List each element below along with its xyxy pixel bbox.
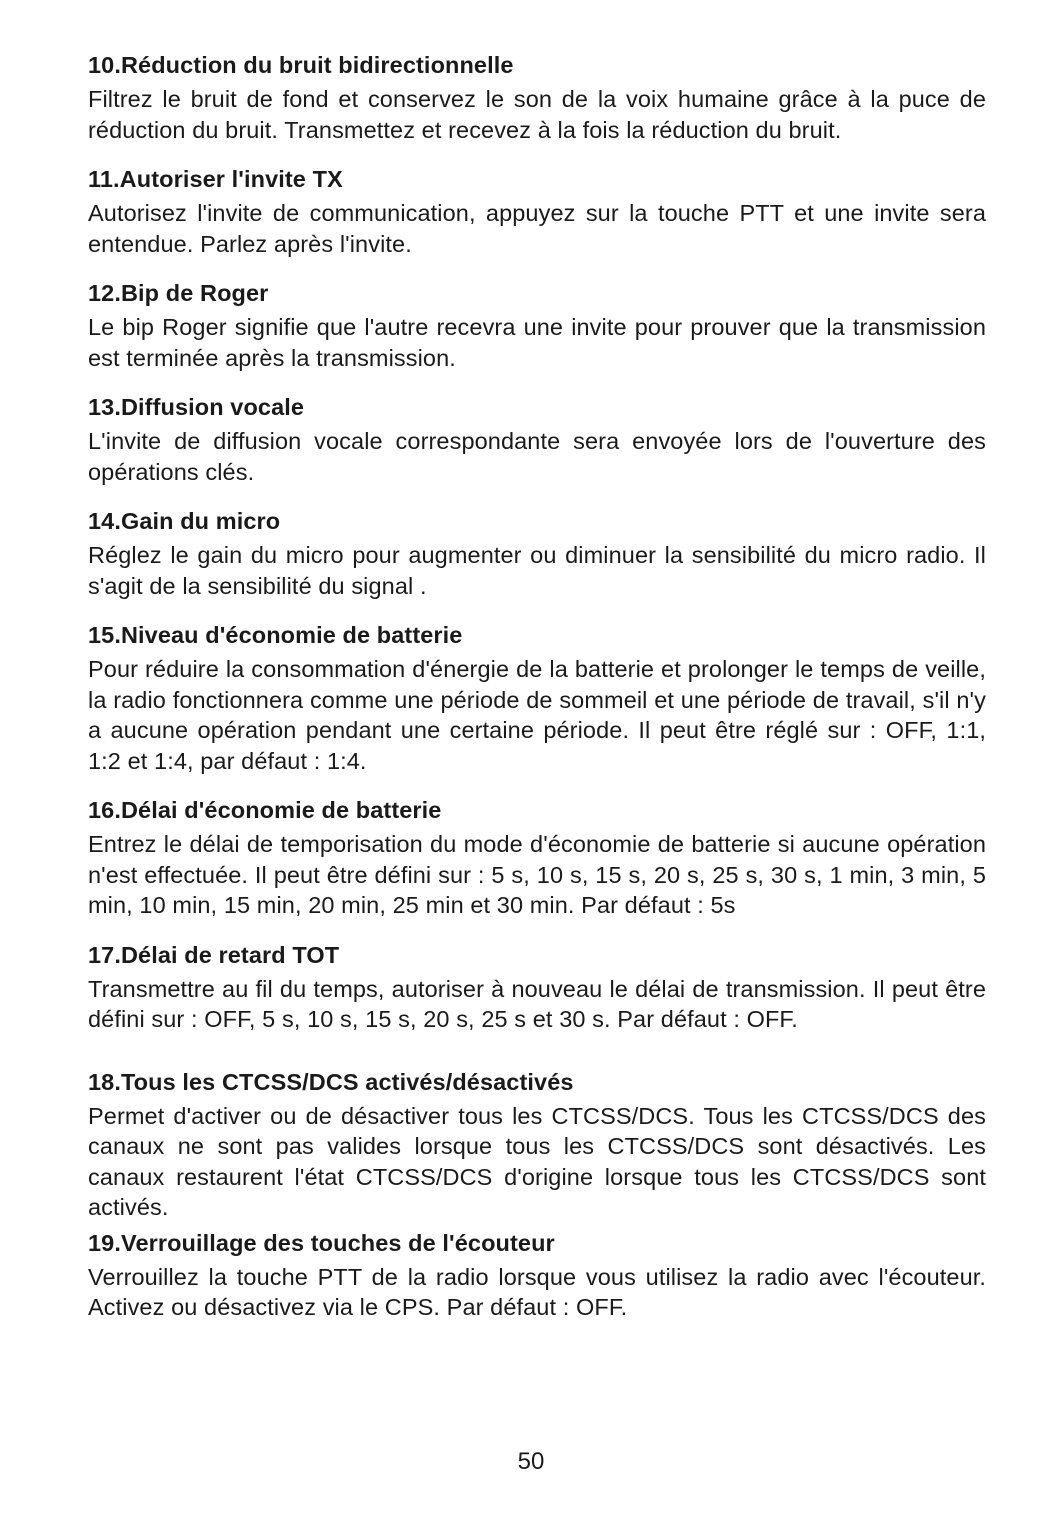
- section-heading: 12.Bip de Roger: [88, 280, 269, 306]
- section-ctcss-dcs-toggle: [88, 1067, 986, 1223]
- section-heading: 10.Réduction du bruit bidirectionnelle: [88, 52, 514, 78]
- page-number: 50: [517, 1448, 545, 1475]
- section-body: Permet d'activer ou de désactiver tous les CTCSS/DCS. Tous les CTCSS/DCS des canaux ne sont pas valides lorsque tous les CTCSS/DCS sont désactivés. Les canaux restaurent l'état CTCSS/DCS d'origine lorsque tous les CTCSS/DCS sont activés.: [88, 1102, 986, 1220]
- section-tot-delay: [88, 940, 986, 1035]
- section-heading: 14.Gain du micro: [88, 508, 281, 534]
- section-heading: 15.Niveau d'économie de batterie: [88, 622, 463, 648]
- section-heading: 16.Délai d'économie de batterie: [88, 797, 442, 823]
- section-roger-beep: [88, 278, 986, 373]
- section-earpiece-key-lock: [88, 1228, 986, 1323]
- section-voice-broadcast: [88, 392, 986, 487]
- section-body: Verrouillez la touche PTT de la radio lorsque vous utilisez la radio avec l'écouteur. Activez ou désactivez via le CPS. Par défaut : OFF.: [88, 1263, 986, 1320]
- section-body: Réglez le gain du micro pour augmenter ou diminuer la sensibilité du micro radio. Il s'agit de la sensibilité du signal .: [88, 542, 986, 599]
- section-battery-save-delay: [88, 795, 986, 921]
- section-heading: 17.Délai de retard TOT: [88, 941, 340, 968]
- section-body: Transmettre au fil du temps, autoriser à nouveau le délai de transmission. Il peut être défini sur : OFF, 5 s, 10 s, 15 s, 20 s, 25 s et 30 s. Par défaut : OFF.: [88, 975, 986, 1032]
- section-body: L'invite de diffusion vocale correspondante sera envoyée lors de l'ouverture des opérations clés.: [88, 428, 986, 485]
- section-body: Le bip Roger signifie que l'autre recevra une invite pour prouver que la transmission est terminée après la transmission.: [88, 314, 986, 371]
- section-body: Filtrez le bruit de fond et conservez le son de la voix humaine grâce à la puce de réduction du bruit. Transmettez et recevez à la fois la réduction du bruit.: [88, 86, 986, 143]
- section-heading: 19.Verrouillage des touches de l'écouteur: [88, 1229, 555, 1256]
- section-heading: 13.Diffusion vocale: [88, 394, 305, 420]
- section-battery-save-level: [88, 620, 986, 776]
- section-mic-gain: [88, 506, 986, 601]
- section-body: Autorisez l'invite de communication, appuyez sur la touche PTT et une invite sera entendue. Parlez après l'invite.: [88, 200, 986, 257]
- section-tx-prompt: [88, 164, 986, 259]
- section-body: Pour réduire la consommation d'énergie de la batterie et prolonger le temps de veille, la radio fonctionnera comme une période de sommeil et une période de travail, s'il n'y a aucune opération pendant une certaine période. Il peut être réglé sur : OFF, 1:1, 1:2 et 1:4, par défaut : 1:4.: [88, 656, 986, 774]
- section-body: Entrez le délai de temporisation du mode d'économie de batterie si aucune opération n'est effectuée. Il peut être défini sur : 5 s, 10 s, 15 s, 20 s, 25 s, 30 s, 1 min, 3 min, 5 min, 10 min, 15 min, 20 min, 25 min et 30 min. Par défaut : 5s: [88, 831, 986, 918]
- section-heading: 11.Autoriser l'invite TX: [88, 166, 343, 192]
- section-noise-reduction: [88, 50, 986, 145]
- section-heading: 18.Tous les CTCSS/DCS activés/désactivés: [88, 1068, 574, 1095]
